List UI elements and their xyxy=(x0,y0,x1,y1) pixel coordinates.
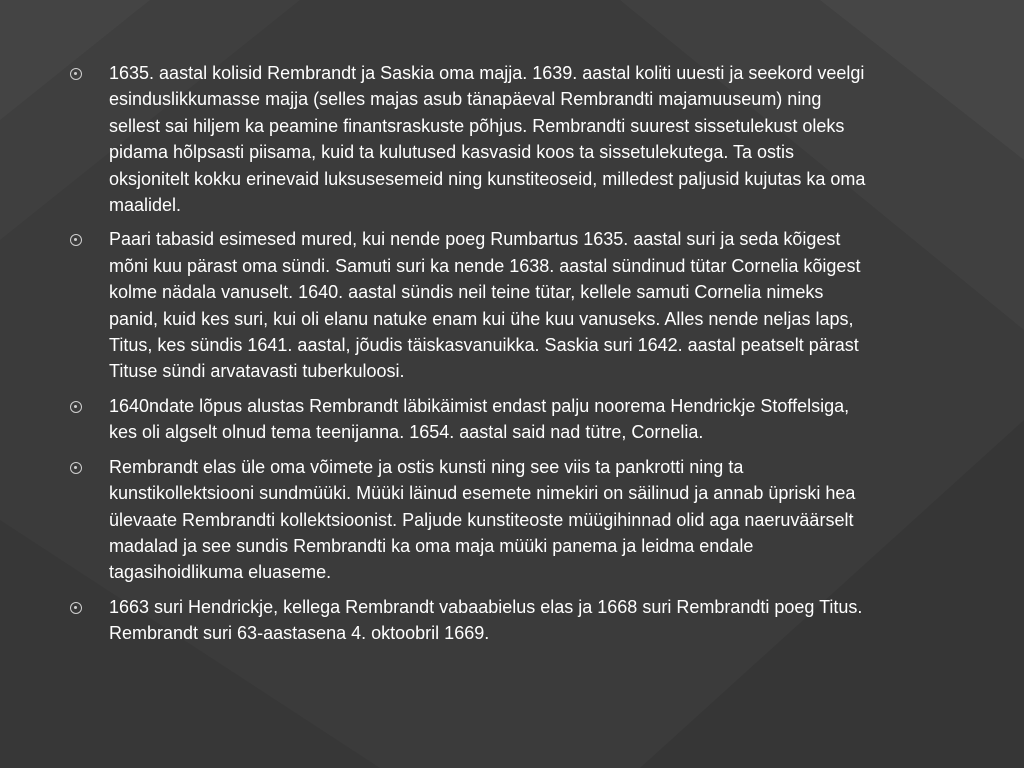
circle-dot-icon xyxy=(70,68,82,80)
slide-body xyxy=(70,60,870,655)
bullet-item xyxy=(70,226,870,384)
bullet-item xyxy=(70,454,870,586)
bullet-item xyxy=(70,60,870,218)
circle-dot-icon xyxy=(70,234,82,246)
bullet-text: Rembrandt elas üle oma võimete ja ostis kunsti ning see viis ta pankrotti ning ta kunstikollektsiooni sundmüüki. Müüki läinud esemete nimekiri on säilinud ja annab üpriski hea ülevaate Rembrandti kollektsioonist. Paljude kunstiteoste müügihinnad olid aga naeruväärselt madalad ja see sundis Rembrandti ka oma maja müüki panema ja leidma endale tagasihoidlikuma eluaseme. xyxy=(109,456,856,583)
bullet-item xyxy=(70,393,870,446)
bullet-list xyxy=(70,60,870,647)
circle-dot-icon xyxy=(70,602,82,614)
bullet-text: 1663 suri Hendrickje, kellega Rembrandt vabaabielus elas ja 1668 suri Rembrandti poeg Titus. Rembrandt suri 63-aastasena 4. oktoobril 1669. xyxy=(109,596,863,644)
bullet-text: 1635. aastal kolisid Rembrandt ja Saskia oma majja. 1639. aastal koliti uuesti ja seekord veelgi esinduslikkumasse majja (selles majas asub tänapäeval Rembrandti majamuuseum) ning sellest sai hiljem ka peamine finantsraskuste põhjus. Rembrandti suurest sissetulekust oleks pidama hõlpsasti piisama, kuid ta kulutused kasvasid koos ta sissetulekutega. Ta ostis oksjonitelt kokku erinevaid luksusesemeid ning kunstiteoseid, milledest paljusid kujutas ka oma maalidel. xyxy=(109,63,866,216)
bullet-text: Paari tabasid esimesed mured, kui nende poeg Rumbartus 1635. aastal suri ja seda kõigest mõni kuu pärast oma sündi. Samuti suri ka nende 1638. aastal sündinud tütar Cornelia kõigest kolme nädala vanuselt. 1640. aastal sündis neil teine tütar, kellele samuti Cornelia nimeks panid, kuid kes suri, kui oli elanu natuke enam kui ühe kuu vanuseks. Alles nende neljas laps, Titus, kes sündis 1641. aastal, jõudis täiskasvanuikka. Saskia suri 1642. aastal peatselt pärast Tituse sündi arvatavasti tuberkuloosi. xyxy=(109,229,861,382)
circle-dot-icon xyxy=(70,401,82,413)
bullet-item xyxy=(70,594,870,647)
bullet-text: 1640ndate lõpus alustas Rembrandt läbikäimist endast palju noorema Hendrickje Stoffelsiga, kes oli algselt olnud tema teenijanna. 1654. aastal said nad tütre, Cornelia. xyxy=(109,395,850,443)
circle-dot-icon xyxy=(70,462,82,474)
